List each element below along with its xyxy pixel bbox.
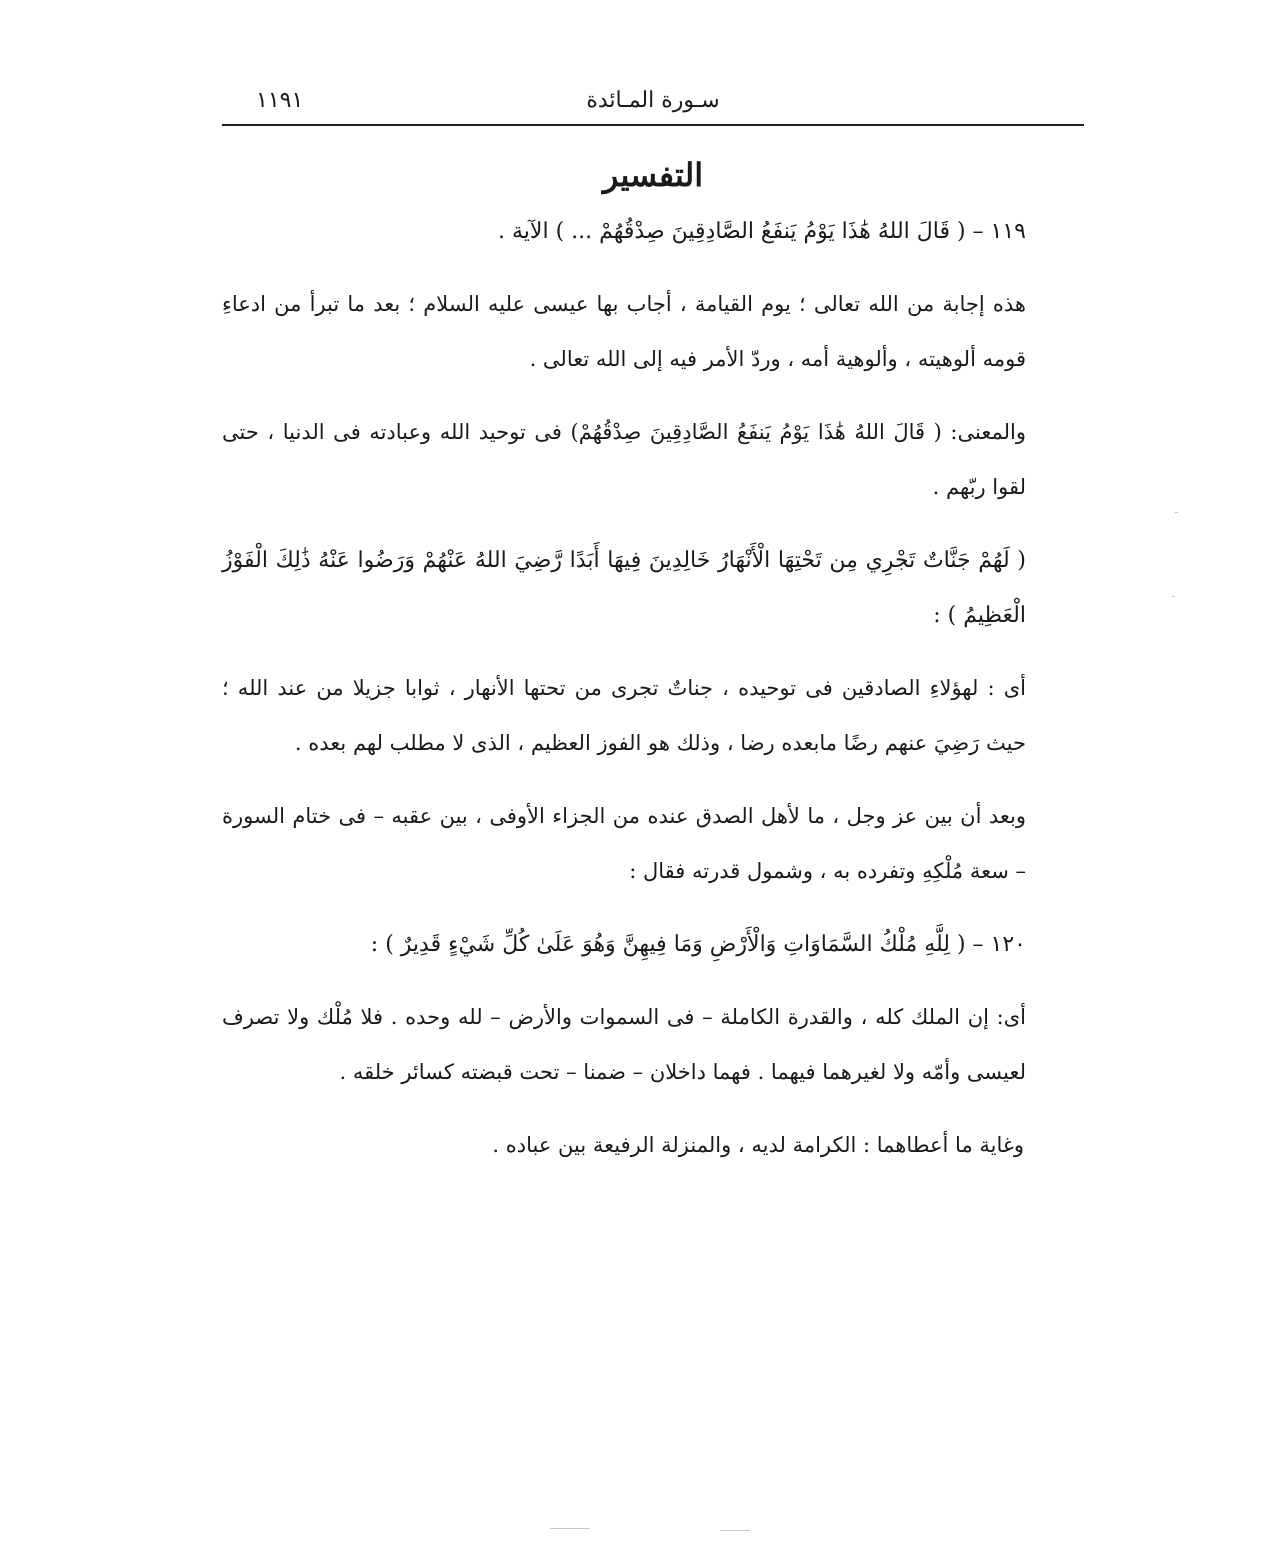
commentary-paragraph: أى: إن الملك كله ، والقدرة الكاملة – فى السموات والأرض – لله وحده . فلا مُلْك ولا تصرف لعيسى وأمّه ولا لغيرهما فيهما . فهما داخلان – ضمنا – تحت قبضته كسائر خلقه . (222, 1005, 1026, 1084)
scan-speck (1175, 512, 1178, 513)
running-header (222, 80, 1084, 126)
commentary-paragraph: وبعد أن بين عز وجل ، ما لأهل الصدق عنده من الجزاء الأوفى ، بين عقبه – فى ختام السورة – سعة مُلْكِهِ وتفرده به ، وشمول قدرته فقال : (222, 804, 1027, 883)
book-page (222, 80, 1084, 1540)
scan-speck (720, 1530, 750, 1531)
scan-speck (1172, 596, 1175, 597)
verse-119-citation: ١١٩ – ( قَالَ اللهُ هَٰذَا يَوْمُ يَنفَعُ الصَّادِقِينَ صِدْقُهُمْ ... ) الآية . (498, 219, 1026, 244)
commentary-paragraph: والمعنى: ( قَالَ اللهُ هَٰذَا يَوْمُ يَنفَعُ الصَّادِقِينَ صِدْقُهُمْ) فى توحيد الله وعبادته فى الدنيا ، حتى لقوا ربّهم . (222, 420, 1026, 499)
commentary-paragraph: وغاية ما أعطاهما : الكرامة لديه ، والمنزلة الرفيعة بين عباده . (492, 1133, 1024, 1157)
commentary-paragraph: هذه إجابة من الله تعالى ؛ يوم القيامة ، أجاب بها عيسى عليه السلام ؛ بعد ما تبرأ من ادعاءِ قومه ألوهيته ، وألوهية أمه ، وردّ الأمر فيه إلى الله تعالى . (222, 292, 1026, 371)
verse-119-continuation: ( لَهُمْ جَنَّاتٌ تَجْرِي مِن تَحْتِهَا الْأَنْهَارُ خَالِدِينَ فِيهَا أَبَدًا رَّضِيَ اللهُ عَنْهُمْ وَرَضُوا عَنْهُ ذَٰلِكَ الْفَوْزُ الْعَظِيمُ ) : (222, 548, 1026, 628)
scan-speck (550, 1528, 590, 1529)
section-heading: التفسير (602, 156, 704, 194)
sura-title: سـورة المـائدة (586, 88, 720, 113)
commentary-paragraph: أى : لهؤلاءِ الصادقين فى توحيده ، جناتٌ تجرى من تحتها الأنهار ، ثوابا جزيلا من عند الله ؛ حيث رَضِيَ عنهم رضًا مابعده رضا ، وذلك هو الفوز العظيم ، الذى لا مطلب لهم بعده . (222, 676, 1026, 755)
page-number: ١١٩١ (256, 88, 304, 113)
verse-120-citation: ١٢٠ – ( لِلَّهِ مُلْكُ السَّمَاوَاتِ وَالْأَرْضِ وَمَا فِيهِنَّ وَهُوَ عَلَىٰ كُلِّ شَيْءٍ قَدِيرٌ ) : (370, 932, 1026, 957)
